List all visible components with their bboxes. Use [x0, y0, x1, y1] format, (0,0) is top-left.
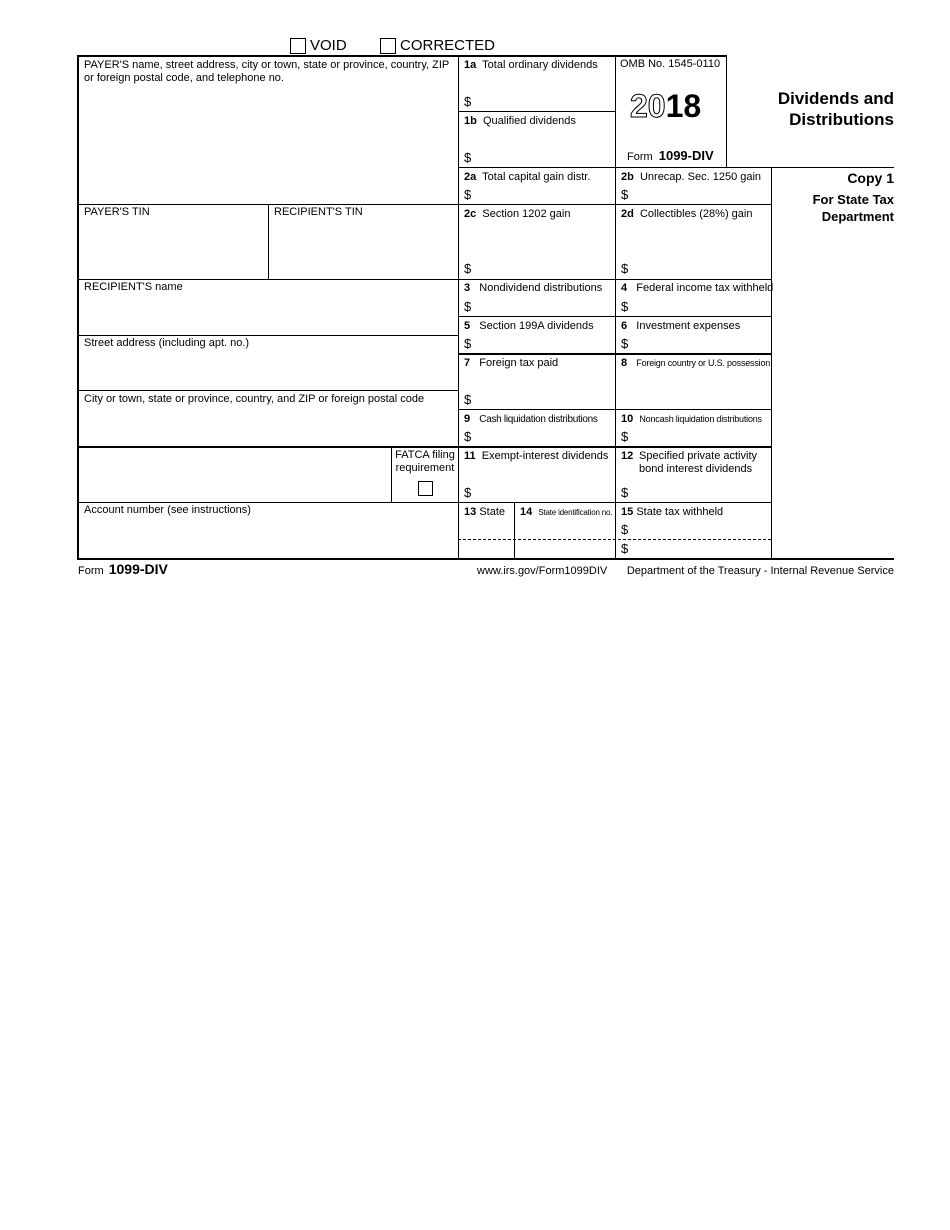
fatca-label: FATCA filing requirement [395, 449, 455, 474]
line-3-5 [458, 316, 771, 317]
box-3-text: Nondividend distributions [479, 282, 603, 294]
box-2c-text: Section 1202 gain [482, 208, 571, 220]
line-city-fatca [77, 446, 771, 448]
box-11-dollar: $ [464, 485, 472, 500]
box-11-label [464, 450, 608, 463]
box-12-label [621, 450, 769, 476]
footer-department: Department of the Treasury - Internal Revenue Service [626, 565, 894, 577]
payer-tin-label: PAYER'S TIN [84, 206, 150, 218]
box-10-number: 10 [621, 413, 634, 425]
line-2a-2c [77, 204, 771, 205]
divider-box-columns [615, 55, 616, 559]
box-9-dollar: $ [464, 429, 472, 444]
copy-title: Copy 1 [847, 170, 894, 186]
recipient-name-label: RECIPIENT'S name [84, 281, 183, 293]
form-name: 1099-DIV [658, 148, 714, 163]
street-address-field[interactable] [78, 352, 457, 388]
account-number-field[interactable] [78, 519, 457, 556]
box-2c-label [464, 208, 570, 221]
state-dashed-line [458, 539, 771, 540]
box-2b-dollar: $ [621, 187, 629, 202]
box-1a-number: 1a [464, 59, 477, 71]
box-1a-input[interactable] [474, 92, 612, 109]
box-2a-label [464, 171, 590, 184]
box-4-text: Federal income tax withheld [636, 282, 774, 294]
payer-tin-field[interactable] [78, 222, 267, 277]
box-4-input[interactable] [631, 297, 769, 314]
box-14-label [520, 506, 612, 519]
box-2a-number: 2a [464, 171, 477, 183]
box-6-text: Investment expenses [636, 320, 741, 332]
divider-box13-14 [514, 503, 515, 559]
copy-designation [776, 170, 894, 225]
box-3-input[interactable] [474, 297, 612, 314]
line-5-7 [458, 353, 771, 355]
divider-copy-column [771, 167, 772, 559]
box-11-text: Exempt-interest dividends [481, 450, 609, 462]
box-13-label [464, 506, 505, 519]
line-1a-1b [458, 111, 615, 112]
form-title-line2: Distributions [789, 110, 894, 129]
box-6-dollar: $ [621, 336, 629, 351]
footer-form-id [78, 561, 168, 577]
form-title [730, 88, 894, 130]
box-12-text: Specified private activity bond interest dividends [639, 450, 757, 475]
box-12-dollar: $ [621, 485, 629, 500]
box-8-input[interactable] [621, 372, 769, 407]
box-5-text: Section 199A dividends [479, 320, 594, 332]
payer-name-field[interactable] [78, 88, 457, 202]
box-1a-text: Total ordinary dividends [482, 59, 598, 71]
box-2d-input[interactable] [631, 259, 769, 277]
footer-form-name: 1099-DIV [108, 561, 168, 577]
box-13-text: State [479, 506, 505, 518]
box-2c-input[interactable] [474, 259, 612, 277]
payer-name-label: PAYER'S name, street address, city or town, state or province, country, ZIP or foreign postal code, and telephone no. [84, 59, 450, 84]
box-9-input[interactable] [474, 427, 612, 444]
form-prefix: Form [627, 151, 653, 163]
recipient-tin-field[interactable] [270, 222, 457, 277]
box-1b-number: 1b [464, 115, 477, 127]
line-name-street [77, 335, 458, 336]
street-address-label: Street address (including apt. no.) [84, 337, 250, 349]
box-14-input-2[interactable] [516, 541, 613, 557]
box-15-input-1[interactable] [631, 521, 769, 538]
box-13-input-1[interactable] [460, 521, 512, 538]
box-3-label [464, 282, 602, 295]
box-2d-number: 2d [621, 208, 634, 220]
line-7-9 [458, 409, 771, 410]
box-2d-label [621, 208, 752, 221]
line-fatca-account [77, 502, 771, 503]
box-13-input-2[interactable] [460, 541, 512, 557]
box-7-label [464, 357, 558, 370]
box-8-text: Foreign country or U.S. possession [636, 358, 771, 368]
box-4-number: 4 [621, 282, 628, 294]
box-7-number: 7 [464, 357, 471, 369]
box-15-label [621, 506, 723, 519]
city-label: City or town, state or province, country, and ZIP or foreign postal code [84, 393, 425, 405]
box-5-number: 5 [464, 320, 471, 332]
account-number-label: Account number (see instructions) [84, 504, 251, 516]
box-13-number: 13 [464, 506, 477, 518]
tax-year [630, 88, 701, 124]
box-8-label [621, 357, 770, 370]
box-2a-text: Total capital gain distr. [482, 171, 591, 183]
form-id-header [627, 148, 714, 163]
box-2a-input[interactable] [474, 185, 612, 202]
form-top-border [77, 55, 727, 57]
line-1b-2a [458, 167, 894, 168]
line-street-city [77, 390, 458, 391]
box-1b-label [464, 115, 576, 128]
fatca-checkbox[interactable] [418, 481, 433, 496]
box-15-dollar-1: $ [621, 522, 629, 537]
box-1b-dollar: $ [464, 150, 472, 165]
footer-form-prefix: Form [78, 565, 104, 577]
void-checkbox[interactable] [290, 38, 306, 54]
box-6-number: 6 [621, 320, 628, 332]
box-4-label [621, 282, 773, 295]
box-14-input-1[interactable] [516, 521, 613, 538]
box-15-number: 15 [621, 506, 634, 518]
box-2c-number: 2c [464, 208, 477, 220]
box-11-number: 11 [464, 450, 476, 462]
box-15-dollar-2: $ [621, 541, 629, 556]
box-2b-input[interactable] [631, 185, 769, 202]
tax-year-outline: 20 [630, 88, 666, 124]
box-11-input[interactable] [474, 483, 612, 500]
box-2d-text: Collectibles (28%) gain [639, 208, 753, 220]
box-14-text: State identification no. [538, 508, 613, 517]
divider-payer-boxes [458, 55, 459, 559]
box-9-number: 9 [464, 413, 471, 425]
box-2b-number: 2b [621, 171, 634, 183]
box-7-text: Foreign tax paid [479, 357, 559, 369]
copy-line1: For State Tax [812, 192, 894, 207]
void-label: VOID [310, 37, 347, 54]
footer-url: www.irs.gov/Form1099DIV [477, 565, 608, 577]
divider-fatca [391, 447, 392, 502]
box-14-number: 14 [520, 506, 533, 518]
divider-omb-title [726, 55, 727, 167]
box-2a-dollar: $ [464, 187, 472, 202]
box-9-text: Cash liquidation distributions [479, 414, 598, 425]
box-15-input-2[interactable] [631, 541, 769, 557]
box-2c-dollar: $ [464, 261, 472, 276]
omb-number: OMB No. 1545-0110 [620, 58, 721, 70]
copy-line2: Department [821, 209, 894, 224]
box-2b-label [621, 171, 761, 184]
corrected-label: CORRECTED [400, 37, 496, 54]
corrected-checkbox[interactable] [380, 38, 396, 54]
box-1b-text: Qualified dividends [482, 115, 576, 127]
box-6-label [621, 320, 740, 333]
box-3-number: 3 [464, 282, 471, 294]
box-5-dollar: $ [464, 336, 472, 351]
box-8-number: 8 [621, 357, 628, 369]
box-6-input[interactable] [631, 334, 769, 351]
box-5-input[interactable] [474, 334, 612, 351]
box-12-number: 12 [621, 450, 634, 462]
recipient-tin-label: RECIPIENT'S TIN [274, 206, 363, 218]
box-15-text: State tax withheld [636, 506, 724, 518]
box-10-label [621, 413, 762, 426]
box-7-dollar: $ [464, 392, 472, 407]
box-12-input[interactable] [631, 483, 769, 500]
box-10-dollar: $ [621, 429, 629, 444]
box-1a-dollar: $ [464, 94, 472, 109]
box-5-label [464, 320, 594, 333]
form-title-line1: Dividends and [777, 89, 894, 108]
city-field[interactable] [78, 408, 457, 444]
box-2d-dollar: $ [621, 261, 629, 276]
box-1b-input[interactable] [474, 148, 612, 165]
box-10-text: Noncash liquidation distributions [639, 414, 762, 424]
box-10-input[interactable] [631, 427, 769, 444]
recipient-name-field[interactable] [78, 296, 457, 333]
form-bottom-border [77, 558, 894, 560]
box-3-dollar: $ [464, 299, 472, 314]
divider-tins [268, 204, 269, 279]
box-7-input[interactable] [474, 390, 612, 407]
box-2b-text: Unrecap. Sec. 1250 gain [639, 171, 762, 183]
box-4-dollar: $ [621, 299, 629, 314]
tax-year-bold: 18 [665, 88, 702, 124]
box-9-label [464, 413, 598, 426]
line-tin-name [77, 279, 771, 280]
box-1a-label [464, 59, 598, 72]
